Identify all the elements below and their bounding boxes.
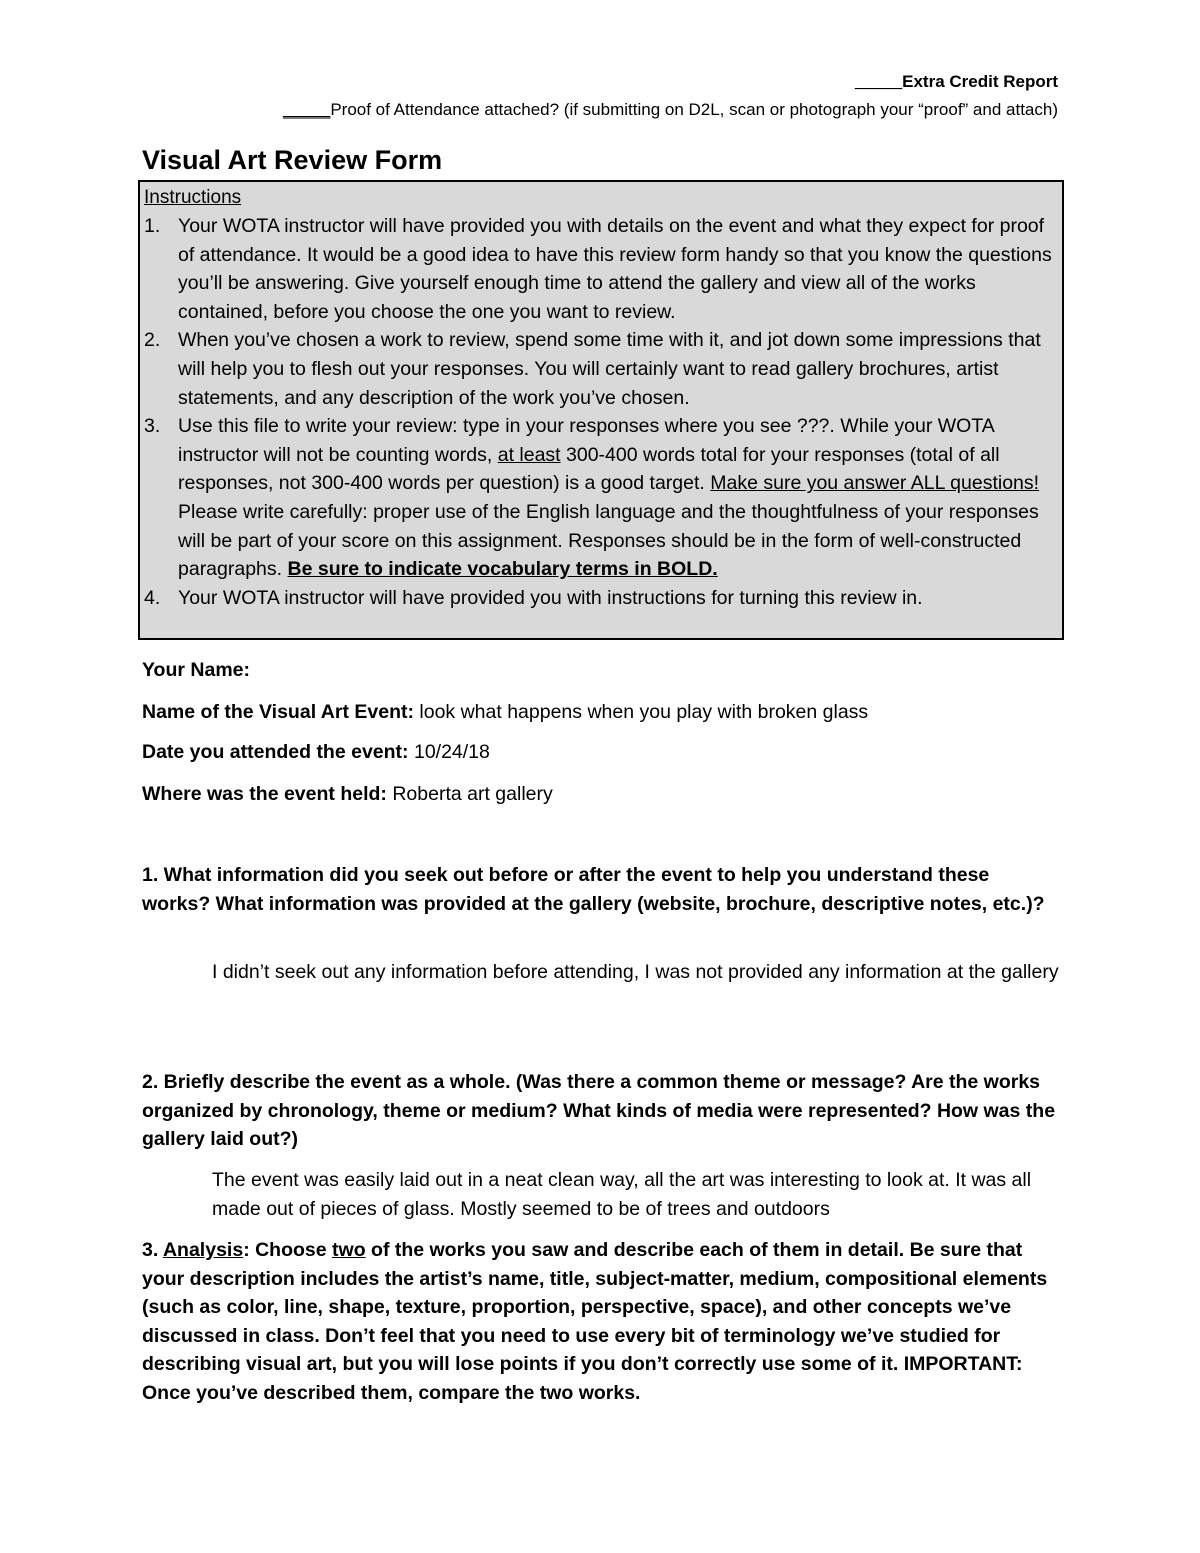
instructions-list	[144, 212, 1054, 612]
proof-line	[283, 100, 1058, 120]
where-label: Where was the event held:	[142, 783, 387, 805]
question-3-text: : Choose	[243, 1239, 333, 1261]
instruction-item	[144, 326, 1054, 412]
question-1: 1. What information did you seek out before or after the event to help you understand these works? What information was provided at the gallery (website, brochure, descriptive notes, etc.)?	[142, 864, 1045, 915]
answer-1[interactable]: I didn’t seek out any information before attending, I was not provided any information at the gallery	[212, 961, 1059, 983]
where-field	[142, 783, 553, 806]
name-label: Your Name:	[142, 659, 250, 681]
question-3-analysis: Analysis	[162, 1239, 244, 1261]
instruction-item	[144, 584, 1054, 613]
instruction-text: Your WOTA instructor will have provided you with instructions for turning this review in.	[178, 586, 923, 609]
instructions-heading: Instructions	[144, 187, 242, 208]
date-label: Date you attended the event:	[142, 741, 409, 763]
proof-label: Proof of Attendance attached? (if submitting on D2L, scan or photograph your “proof” and attach)	[330, 100, 1058, 119]
instruction-emphasis: Make sure you answer ALL questions!	[710, 472, 1040, 495]
instruction-text: Your WOTA instructor will have provided you with details on the event and what they expect for proof of attendance. It would be a good idea to have this review form handy so that you know the questions you’ll be answering. Give yourself enough time to attend the gallery and view all of the works contained, before you choose the one you want to review.	[178, 215, 1052, 323]
instruction-emphasis: at least	[497, 443, 561, 466]
extra-credit-line	[855, 72, 1058, 92]
date-field	[142, 741, 490, 764]
instruction-item	[144, 212, 1054, 326]
instruction-number: 2.	[144, 329, 161, 352]
question-2: 2. Briefly describe the event as a whole. (Was there a common theme or message? Are the works organized by chronology, theme or medium? What kinds of media were represented? How was the gallery laid out?)	[142, 1071, 1056, 1151]
instructions-box	[138, 180, 1064, 640]
extra-credit-blank[interactable]: _____	[854, 72, 903, 91]
instruction-text-part: Please write carefully: proper use of the English language and the thoughtfulness of your responses will be part of your score on this assignment. Responses should be in the form of well-constructed paragraphs.	[178, 500, 1039, 581]
instruction-number: 1.	[144, 215, 161, 237]
question-3-two: two	[332, 1239, 366, 1261]
question-3-text: of the works you saw and describe each of them in detail. Be sure that your description includes the artist’s name, title, subject-matter, medium, compositional elements (such as color, line, shape, texture, proportion, perspective, space), and other concepts we’ve discussed in class. Don’t feel that you need to use every bit of terminology we’ve studied for describing visual art, but you will lose points if you don’t correctly use some of it. IMPORTANT: Once you’ve described them, compare the two works.	[142, 1239, 1048, 1404]
event-field	[142, 701, 868, 724]
instruction-text-part: Use this file to write your review: type in your responses where you see ???. While your WOTA instructor will not be counting words,	[178, 415, 994, 466]
question-3	[142, 1236, 1062, 1408]
instruction-item	[144, 412, 1054, 584]
proof-blank[interactable]: _____	[283, 100, 331, 119]
question-3-number: 3.	[142, 1239, 163, 1261]
instruction-emphasis-bold: Be sure to indicate vocabulary terms in BOLD.	[287, 558, 718, 581]
answer-2[interactable]: The event was easily laid out in a neat clean way, all the art was interesting to look at. It was all made out of pieces of glass. Mostly seemed to be of trees and outdoors	[212, 1169, 1032, 1220]
instruction-text: When you’ve chosen a work to review, spend some time with it, and jot down some impressions that will help you to flesh out your responses. You will certainly want to read gallery brochures, artist statements, and any description of the work you’ve chosen.	[178, 329, 1041, 409]
instruction-number: 4.	[144, 586, 161, 609]
event-value[interactable]: look what happens when you play with broken glass	[419, 701, 869, 723]
name-field	[142, 659, 250, 682]
event-label: Name of the Visual Art Event:	[142, 701, 414, 723]
instruction-number: 3.	[144, 415, 161, 438]
where-value[interactable]: Roberta art gallery	[392, 783, 553, 805]
form-title: Visual Art Review Form	[142, 145, 443, 175]
instruction-text-part: 300-400 words total for your responses (total of all responses, not 300-400 words per question) is a good target.	[178, 443, 1000, 495]
extra-credit-label: Extra Credit Report	[902, 72, 1058, 91]
date-value[interactable]: 10/24/18	[413, 741, 490, 763]
